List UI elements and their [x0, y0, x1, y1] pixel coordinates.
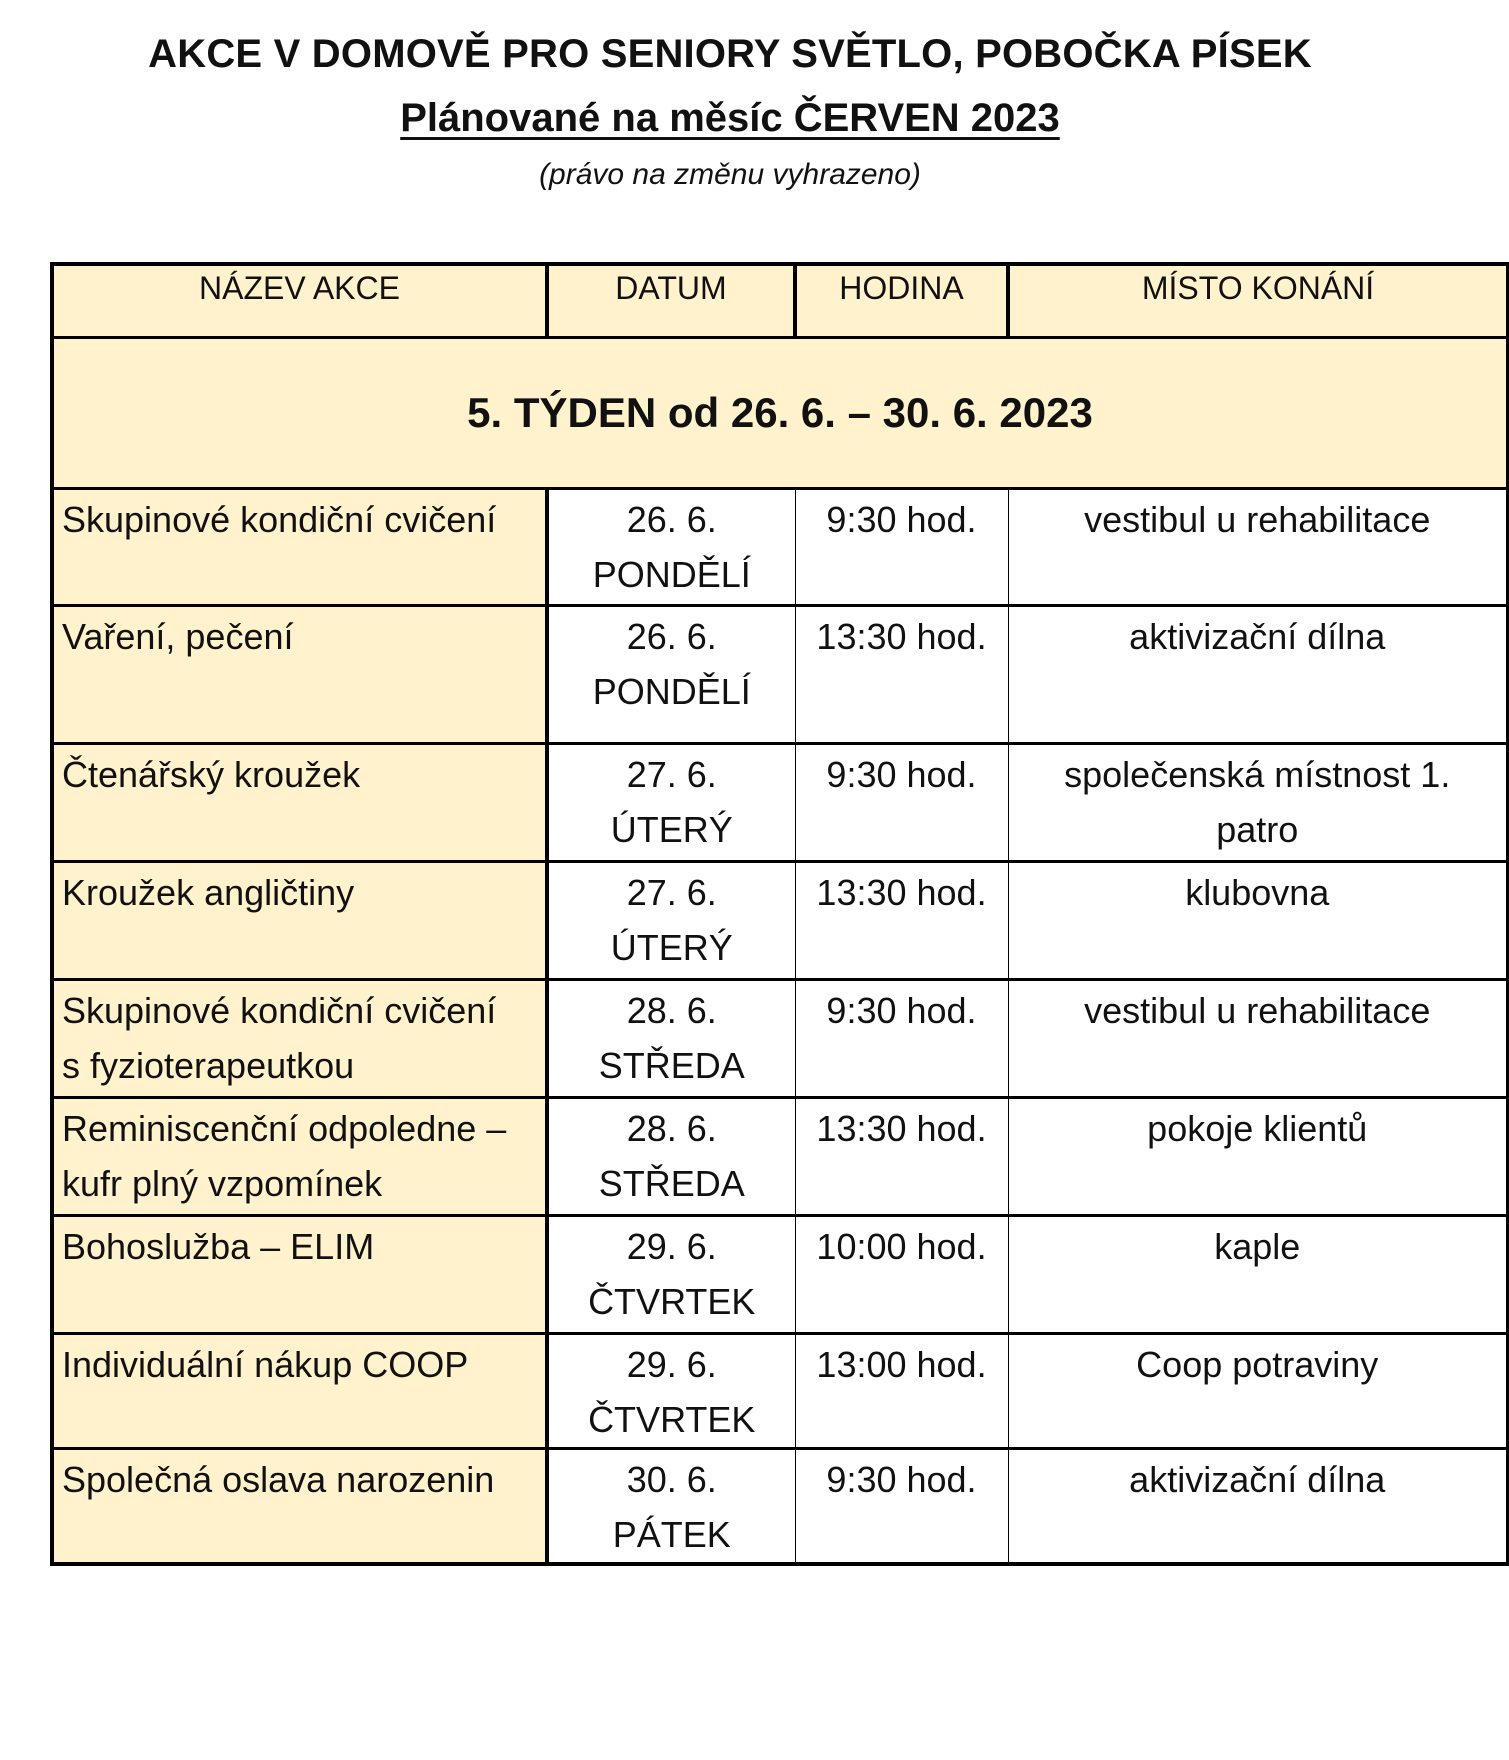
- table-row: [52, 862, 1508, 980]
- table-row: [52, 1334, 1508, 1449]
- event-time: 9:30 hod.: [826, 754, 977, 795]
- event-place-cell: [1008, 862, 1508, 980]
- event-date: 29. 6.: [626, 1226, 717, 1267]
- event-name-cell: [52, 744, 547, 862]
- event-place-cell: [1008, 606, 1508, 744]
- event-place: patro: [1216, 809, 1299, 850]
- event-name: Společná oslava narozenin: [62, 1459, 495, 1500]
- event-day: ČTVRTEK: [588, 1399, 756, 1440]
- event-name-cell: [52, 980, 547, 1098]
- event-place: kaple: [1214, 1226, 1301, 1267]
- event-time-cell: [795, 980, 1008, 1098]
- column-header-name: NÁZEV AKCE: [52, 264, 547, 338]
- event-time: 10:00 hod.: [816, 1226, 987, 1267]
- event-date: 27. 6.: [626, 872, 717, 913]
- event-day: PÁTEK: [612, 1514, 731, 1555]
- event-time: 13:30 hod.: [816, 616, 987, 657]
- page-subtitle: [0, 96, 1460, 141]
- event-day: PONDĚLÍ: [592, 554, 751, 595]
- column-header-time: HODINA: [795, 264, 1008, 338]
- event-time-cell: [795, 1098, 1008, 1216]
- event-name: Bohoslužba – ELIM: [62, 1226, 375, 1267]
- event-date: 27. 6.: [626, 754, 717, 795]
- event-date-cell: [547, 1098, 795, 1216]
- event-date-cell: [547, 489, 795, 606]
- column-header-date: DATUM: [547, 264, 795, 338]
- event-time: 9:30 hod.: [826, 499, 977, 540]
- table-row: [52, 1098, 1508, 1216]
- event-place: Coop potraviny: [1136, 1344, 1379, 1385]
- event-day: ÚTERÝ: [610, 927, 733, 968]
- event-place: společenská místnost 1.: [1064, 754, 1451, 795]
- event-name-cell: [52, 1098, 547, 1216]
- event-time-cell: [795, 1334, 1008, 1449]
- events-table: [50, 262, 1509, 1566]
- event-place: aktivizační dílna: [1129, 1459, 1386, 1500]
- week-row: [52, 338, 1508, 489]
- event-time-cell: [795, 1216, 1008, 1334]
- event-name-cell: [52, 862, 547, 980]
- event-place-cell: [1008, 744, 1508, 862]
- event-place-cell: [1008, 1216, 1508, 1334]
- event-name-cell: [52, 1216, 547, 1334]
- subtitle-text: Plánované na měsíc ČERVEN 2023: [400, 96, 1060, 140]
- event-place: aktivizační dílna: [1129, 616, 1386, 657]
- column-header-place: MÍSTO KONÁNÍ: [1008, 264, 1508, 338]
- event-date-cell: [547, 1449, 795, 1565]
- event-time: 13:30 hod.: [816, 1108, 987, 1149]
- event-time-cell: [795, 744, 1008, 862]
- table-row: [52, 606, 1508, 744]
- table-row: [52, 744, 1508, 862]
- event-name: kufr plný vzpomínek: [62, 1163, 383, 1204]
- table-row: [52, 1449, 1508, 1565]
- event-time: 9:30 hod.: [826, 990, 977, 1031]
- event-place: pokoje klientů: [1147, 1108, 1368, 1149]
- event-date: 28. 6.: [626, 1108, 717, 1149]
- event-time-cell: [795, 862, 1008, 980]
- event-date-cell: [547, 1216, 795, 1334]
- week-label: 5. TÝDEN od 26. 6. – 30. 6. 2023: [52, 338, 1508, 489]
- page-title: AKCE V DOMOVĚ PRO SENIORY SVĚTLO, POBOČKA PÍSEK: [148, 32, 1312, 76]
- event-name-cell: [52, 1334, 547, 1449]
- event-time-cell: [795, 489, 1008, 606]
- event-date-cell: [547, 980, 795, 1098]
- table-row: [52, 980, 1508, 1098]
- event-name: Vaření, pečení: [62, 616, 294, 657]
- table-row: [52, 489, 1508, 606]
- event-time-cell: [795, 606, 1008, 744]
- event-place-cell: [1008, 1449, 1508, 1565]
- event-place: vestibul u rehabilitace: [1084, 990, 1431, 1031]
- event-date-cell: [547, 1334, 795, 1449]
- event-day: STŘEDA: [598, 1045, 745, 1086]
- event-place: klubovna: [1185, 872, 1330, 913]
- event-date: 30. 6.: [626, 1459, 717, 1500]
- table-row: [52, 1216, 1508, 1334]
- event-day: STŘEDA: [598, 1163, 745, 1204]
- event-place-cell: [1008, 1098, 1508, 1216]
- event-day: PONDĚLÍ: [592, 671, 751, 712]
- event-name: Kroužek angličtiny: [62, 872, 355, 913]
- event-name: Čtenářský kroužek: [62, 754, 361, 795]
- event-date-cell: [547, 862, 795, 980]
- event-date-cell: [547, 606, 795, 744]
- event-date-cell: [547, 744, 795, 862]
- event-day: ČTVRTEK: [588, 1281, 756, 1322]
- event-place-cell: [1008, 489, 1508, 606]
- change-reserved-note: (právo na změnu vyhrazeno): [539, 158, 921, 191]
- event-name-cell: [52, 1449, 547, 1565]
- event-time-cell: [795, 1449, 1008, 1565]
- event-name: Skupinové kondiční cvičení: [62, 990, 497, 1031]
- event-place-cell: [1008, 980, 1508, 1098]
- event-place-cell: [1008, 1334, 1508, 1449]
- event-date: 29. 6.: [626, 1344, 717, 1385]
- event-name: s fyzioterapeutkou: [62, 1045, 355, 1086]
- event-place: vestibul u rehabilitace: [1084, 499, 1431, 540]
- event-name: Reminiscenční odpoledne –: [62, 1108, 507, 1149]
- event-name-cell: [52, 489, 547, 606]
- event-time: 13:00 hod.: [816, 1344, 987, 1385]
- event-time: 13:30 hod.: [816, 872, 987, 913]
- event-day: ÚTERÝ: [610, 809, 733, 850]
- event-date: 26. 6.: [626, 616, 717, 657]
- table-header-row: [52, 264, 1508, 338]
- event-name: Individuální nákup COOP: [62, 1344, 469, 1385]
- event-time: 9:30 hod.: [826, 1459, 977, 1500]
- event-name: Skupinové kondiční cvičení: [62, 499, 497, 540]
- event-date: 28. 6.: [626, 990, 717, 1031]
- event-name-cell: [52, 606, 547, 744]
- event-date: 26. 6.: [626, 499, 717, 540]
